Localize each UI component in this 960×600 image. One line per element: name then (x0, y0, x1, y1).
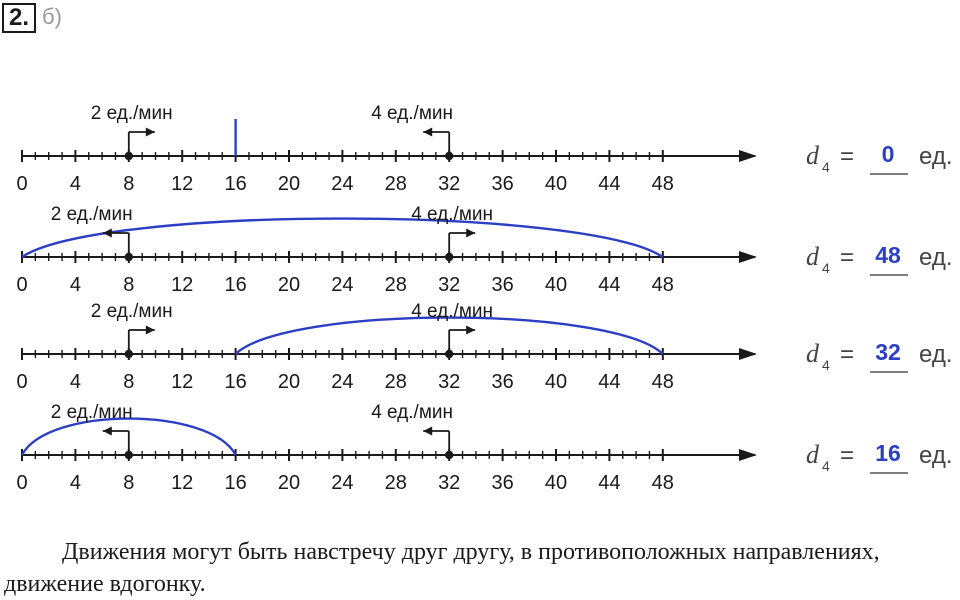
tick-label: 12 (171, 371, 194, 393)
conclusion-text (4, 536, 954, 600)
tick-label: 24 (331, 371, 354, 393)
tick-label: 32 (438, 371, 461, 393)
tick-label: 20 (277, 371, 301, 393)
tick-label: 44 (598, 371, 621, 393)
right-motion-arrowhead (423, 427, 432, 436)
tick-label: 28 (384, 371, 407, 393)
tick-label: 24 (331, 173, 354, 195)
tick-label: 32 (438, 472, 461, 494)
tick-label: 16 (224, 274, 247, 296)
number-line-row-1 (16, 103, 952, 195)
right-speed-label: 4 ед./мин (371, 402, 454, 423)
tick-label: 16 (224, 371, 247, 393)
distance-symbol: d (806, 339, 819, 368)
distance-symbol-index: 4 (822, 357, 830, 373)
tick-label: 40 (544, 274, 568, 296)
tick-label: 0 (16, 371, 28, 393)
tick-label: 44 (598, 173, 621, 195)
tick-label: 12 (171, 472, 194, 494)
left-speed-label: 2 ед./мин (90, 103, 173, 124)
tick-label: 12 (171, 274, 194, 296)
distance-symbol: d (806, 242, 819, 271)
right-motion-arrowhead (466, 229, 475, 238)
distance-answer: 32 (875, 339, 901, 365)
tick-label: 8 (123, 371, 135, 393)
tick-label: 40 (544, 472, 568, 494)
left-speed-label: 2 ед./мин (50, 204, 133, 225)
tick-label: 0 (16, 472, 28, 494)
tick-label: 8 (123, 173, 135, 195)
left-speed-label: 2 ед./мин (90, 301, 173, 322)
tick-label: 36 (491, 173, 514, 195)
tick-label: 28 (384, 173, 407, 195)
tick-label: 44 (598, 274, 621, 296)
tick-label: 48 (651, 173, 674, 195)
right-motion-arrowhead (466, 326, 475, 335)
tick-label: 20 (277, 274, 301, 296)
unit-label: ед. (919, 341, 953, 368)
right-speed-label: 4 ед./мин (411, 301, 494, 322)
unit-label: ед. (919, 244, 953, 271)
right-motion-arrowhead (423, 128, 432, 137)
tick-label: 48 (651, 274, 674, 296)
unit-label: ед. (919, 442, 953, 469)
distance-symbol-index: 4 (822, 159, 830, 175)
task-part-label: б) (42, 4, 62, 29)
tick-label: 24 (331, 472, 354, 494)
tick-label: 4 (69, 173, 81, 195)
distance-symbol-index: 4 (822, 458, 830, 474)
tick-label: 36 (491, 274, 514, 296)
axis-arrowhead (739, 251, 757, 263)
number-line-row-2 (16, 204, 952, 296)
tick-label: 16 (224, 472, 247, 494)
left-motion-arrowhead (146, 128, 155, 137)
tick-label: 16 (224, 173, 247, 195)
number-line-row-4 (16, 402, 952, 494)
tick-label: 24 (331, 274, 354, 296)
distance-symbol-index: 4 (822, 260, 830, 276)
number-line-row-3 (16, 301, 952, 393)
tick-label: 44 (598, 472, 621, 494)
tick-label: 0 (16, 274, 28, 296)
right-speed-label: 4 ед./мин (411, 204, 494, 225)
equals-sign: = (840, 341, 855, 368)
tick-label: 36 (491, 371, 514, 393)
axis-arrowhead (739, 449, 757, 461)
equals-sign: = (840, 244, 855, 271)
distance-answer: 16 (875, 440, 901, 466)
tick-label: 40 (544, 173, 568, 195)
tick-label: 32 (438, 274, 461, 296)
equals-sign: = (840, 143, 855, 170)
task-number-box: 2. (2, 3, 36, 33)
tick-label: 48 (651, 371, 674, 393)
distance-symbol: d (806, 440, 819, 469)
equals-sign: = (840, 442, 855, 469)
tick-label: 0 (16, 173, 28, 195)
tick-label: 12 (171, 173, 194, 195)
left-motion-arrowhead (103, 229, 112, 238)
conclusion-sentence: Движения могут быть навстречу друг другу, в противоположных направлениях, движение вдогонку. (4, 539, 880, 597)
left-motion-arrowhead (146, 326, 155, 335)
tick-label: 28 (384, 274, 407, 296)
left-speed-label: 2 ед./мин (50, 402, 133, 423)
tick-label: 4 (69, 371, 81, 393)
distance-symbol: d (806, 141, 819, 170)
tick-label: 4 (69, 274, 81, 296)
axis-arrowhead (739, 348, 757, 360)
tick-label: 8 (123, 472, 135, 494)
tick-label: 20 (277, 472, 301, 494)
tick-label: 20 (277, 173, 301, 195)
axis-arrowhead (739, 150, 757, 162)
tick-label: 48 (651, 472, 674, 494)
unit-label: ед. (919, 143, 953, 170)
tick-label: 36 (491, 472, 514, 494)
tick-label: 40 (544, 371, 568, 393)
right-speed-label: 4 ед./мин (371, 103, 454, 124)
left-motion-arrowhead (103, 427, 112, 436)
tick-label: 32 (438, 173, 461, 195)
distance-answer: 48 (875, 242, 901, 268)
tick-label: 8 (123, 274, 135, 296)
distance-answer: 0 (881, 141, 895, 167)
tick-label: 28 (384, 472, 407, 494)
tick-label: 4 (69, 472, 81, 494)
